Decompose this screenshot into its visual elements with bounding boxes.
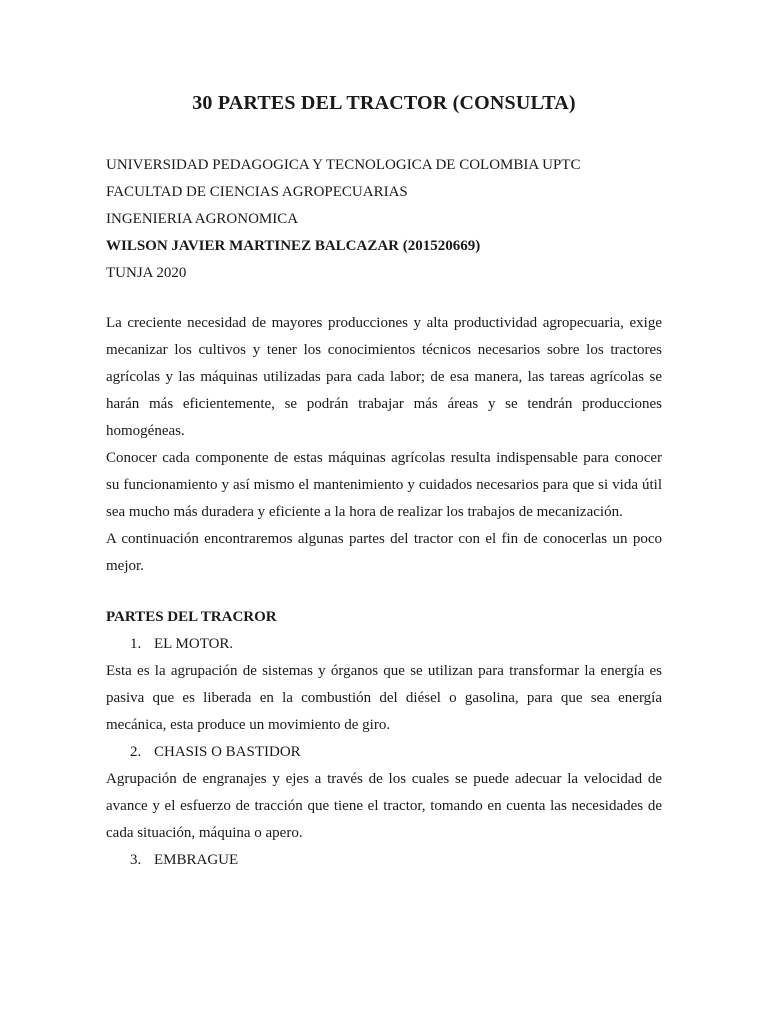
intro-paragraph: A continuación encontraremos algunas partes del tractor con el fin de conocerlas un poco mejor. xyxy=(106,531,662,574)
list-item xyxy=(106,739,662,766)
section-heading: PARTES DEL TRACROR xyxy=(106,609,277,625)
list-item xyxy=(106,847,662,874)
list-number: 1. xyxy=(130,636,142,652)
faculty-name: FACULTAD DE CIENCIAS AGROPECUARIAS xyxy=(106,184,408,200)
part-description: Esta es la agrupación de sistemas y órganos que se utilizan para transformar la energía es pasiva que es liberada en la combustión del diésel o gasolina, para que sea energía mecánica, esta produce un movimiento de giro. xyxy=(106,663,662,733)
document-header xyxy=(106,152,666,287)
part-name: CHASIS O BASTIDOR xyxy=(154,744,301,760)
document-title: 30 PARTES DEL TRACTOR (CONSULTA) xyxy=(192,92,576,114)
list-item xyxy=(106,631,662,658)
parts-list xyxy=(106,631,662,874)
program-name: INGENIERIA AGRONOMICA xyxy=(106,211,299,227)
university-name: UNIVERSIDAD PEDAGOGICA Y TECNOLOGICA DE COLOMBIA UPTC xyxy=(106,157,581,173)
list-number: 3. xyxy=(130,852,142,868)
part-name: EL MOTOR. xyxy=(154,636,234,652)
author-name: WILSON JAVIER MARTINEZ BALCAZAR (201520669) xyxy=(106,238,481,254)
intro-section xyxy=(106,310,662,580)
part-name: EMBRAGUE xyxy=(154,852,239,868)
list-number: 2. xyxy=(130,744,142,760)
place-year: TUNJA 2020 xyxy=(106,265,187,281)
intro-paragraph: La creciente necesidad de mayores producciones y alta productividad agropecuaria, exige mecanizar los cultivos y tener los conocimientos técnicos necesarios sobre los tractores agrícolas y las máquinas utilizadas para cada labor; de esa manera, las tareas agrícolas se harán más eficientemente, se podrán trabajar más áreas y se tendrán producciones homogéneas. xyxy=(106,315,662,439)
intro-paragraph: Conocer cada componente de estas máquinas agrícolas resulta indispensable para conocer su funcionamiento y así mismo el mantenimiento y cuidados necesarios para que si vida útil sea mucho más duradera y eficiente a la hora de realizar los trabajos de mecanización. xyxy=(106,450,662,520)
part-description: Agrupación de engranajes y ejes a través de los cuales se puede adecuar la velocidad de avance y el esfuerzo de tracción que tiene el tractor, tomando en cuenta las necesidades de cada situación, máquina o apero. xyxy=(106,771,662,841)
